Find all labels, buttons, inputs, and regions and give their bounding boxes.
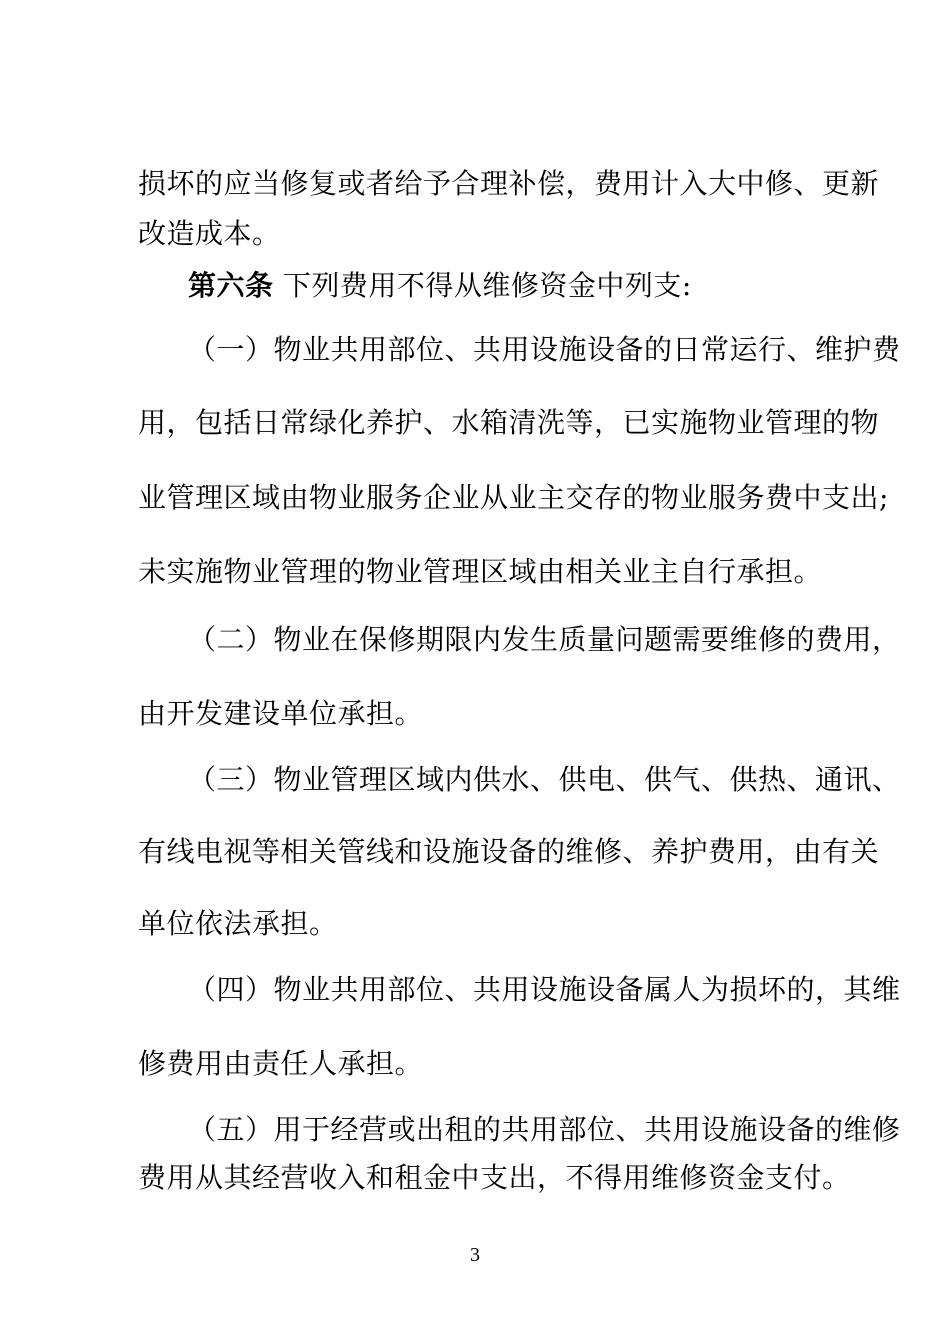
article-6-line <box>188 268 692 304</box>
item-2-line: 由开发建设单位承担。 <box>138 697 424 730</box>
item-4-line: 修费用由责任人承担。 <box>138 1047 424 1080</box>
article-heading: 第六条 <box>188 269 274 302</box>
item-3-line: （三）物业管理区域内供水、供电、供气、供热、通讯、 <box>188 763 901 796</box>
item-5-line: 费用从其经营收入和租金中支出，不得用维修资金支付。 <box>138 1161 851 1194</box>
item-3-line: 有线电视等相关管线和设施设备的维修、养护费用，由有关 <box>138 835 880 868</box>
item-5-line: （五）用于经营或出租的共用部位、共用设施设备的维修 <box>188 1113 901 1146</box>
article-text: 下列费用不得从维修资金中列支: <box>282 269 692 302</box>
paragraph-line: 损坏的应当修复或者给予合理补偿，费用计入大中修、更新 <box>138 167 880 200</box>
item-4-line: （四）物业共用部位、共用设施设备属人为损坏的，其维 <box>188 973 901 1006</box>
item-1-line: 业管理区域由物业服务企业从业主交存的物业服务费中支出; <box>138 481 889 514</box>
item-2-line: （二）物业在保修期限内发生质量问题需要维修的费用， <box>188 623 901 656</box>
item-1-line: 未实施物业管理的物业管理区域由相关业主自行承担。 <box>138 555 823 588</box>
item-3-line: 单位依法承担。 <box>138 907 338 940</box>
paragraph-line: 改造成本。 <box>138 217 281 250</box>
page-number: 3 <box>470 1244 480 1266</box>
item-1-line: （一）物业共用部位、共用设施设备的日常运行、维护费 <box>188 333 901 366</box>
item-1-line: 用，包括日常绿化养护、水箱清洗等，已实施物业管理的物 <box>138 406 880 439</box>
